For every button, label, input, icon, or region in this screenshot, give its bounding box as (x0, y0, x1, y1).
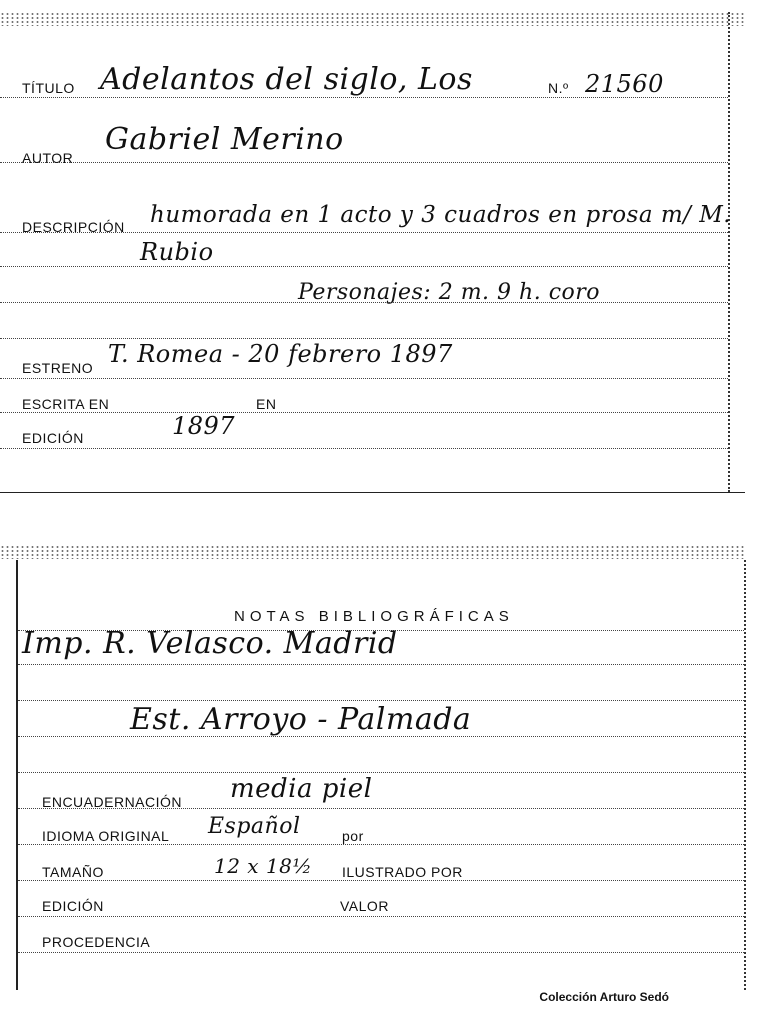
note-imprenta: Imp. R. Velasco. Madrid (22, 626, 398, 661)
ruled-line (18, 772, 744, 773)
edicion-label: EDICIÓN (22, 430, 84, 446)
idioma-original-value: Español (208, 814, 301, 839)
descripcion-label: DESCRIPCIÓN (22, 219, 125, 235)
ruled-line (0, 378, 728, 379)
estreno-value: T. Romea - 20 febrero 1897 (108, 340, 453, 368)
note-estampa: Est. Arroyo - Palmada (130, 702, 472, 737)
escrita-en-label: ESCRITA EN (22, 396, 110, 412)
catalog-card-bottom (16, 560, 746, 990)
procedencia-label: PROCEDENCIA (42, 934, 151, 950)
ruled-line (18, 952, 744, 953)
numero-value: 21560 (585, 70, 664, 98)
descripcion-value-2: Rubio (140, 238, 214, 266)
valor-label: VALOR (340, 898, 389, 914)
ruled-line (0, 162, 728, 163)
ilustrado-por-label: ILUSTRADO POR (342, 864, 463, 880)
titulo-value: Adelantos del siglo, Los (100, 62, 473, 97)
ruled-line (0, 266, 728, 267)
ruled-line (18, 880, 744, 881)
card-separator (0, 492, 745, 493)
personajes-value: Personajes: 2 m. 9 h. coro (298, 280, 601, 305)
ruled-line (18, 916, 744, 917)
ruled-line (18, 700, 744, 701)
encuadernacion-value: media piel (230, 774, 373, 804)
encuadernacion-label: ENCUADERNACIÓN (42, 794, 183, 810)
descripcion-value-1: humorada en 1 acto y 3 cuadros en prosa m/ M. (150, 202, 732, 228)
edicion-value: 1897 (172, 412, 236, 440)
idioma-original-label: IDIOMA ORIGINAL (42, 828, 170, 844)
numero-label: N.º (548, 80, 569, 96)
notas-bibliograficas-title: NOTAS BIBLIOGRÁFICAS (234, 608, 514, 625)
estreno-label: ESTRENO (22, 360, 94, 376)
tamano-label: TAMAÑO (42, 864, 104, 880)
edicion-label-bottom: EDICIÓN (42, 898, 104, 914)
por-label: por (342, 828, 364, 844)
ruled-line (0, 338, 728, 339)
en-label: EN (256, 396, 277, 412)
autor-value: Gabriel Merino (105, 122, 344, 157)
autor-label: AUTOR (22, 150, 74, 166)
ruled-line (0, 448, 728, 449)
collection-footer: Colección Arturo Sedó (539, 990, 669, 1004)
bottom-card-edge (0, 545, 745, 559)
ruled-line (18, 844, 744, 845)
tamano-value: 12 x 18½ (214, 854, 313, 878)
titulo-label: TÍTULO (22, 80, 75, 96)
ruled-line (18, 664, 744, 665)
catalog-card-top (0, 12, 730, 492)
ruled-line (0, 412, 728, 413)
